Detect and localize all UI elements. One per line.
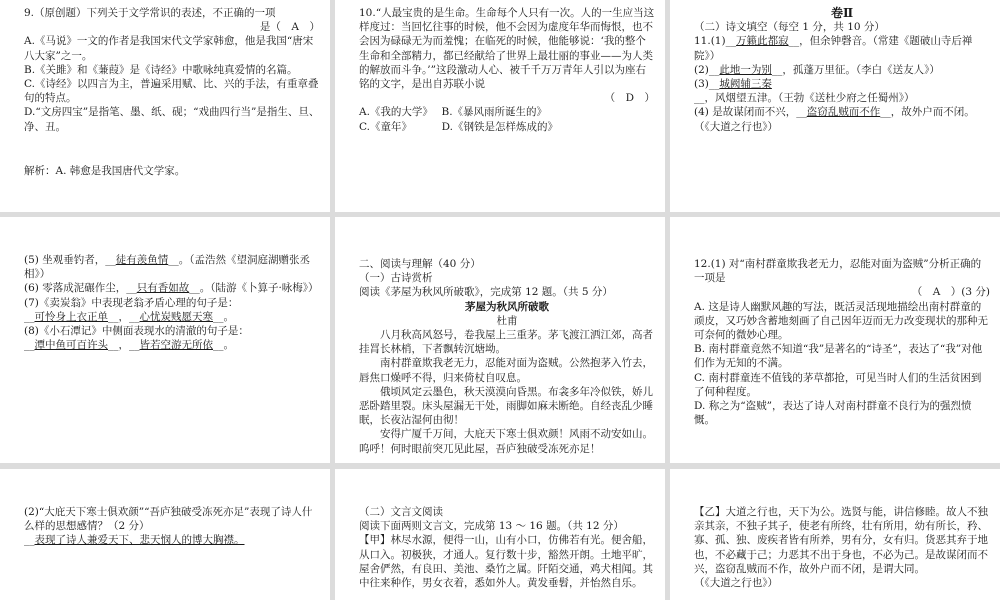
blank-suffix: __，风烟望五津。（王勃《送杜少府之任蜀州》） (694, 92, 915, 105)
fill-line-2 (694, 63, 990, 77)
fill-line-4 (694, 105, 990, 133)
fill-line-8-prompt: (8)《小石潭记》中侧面表现水的清澈的句子是： (24, 325, 249, 338)
blank-answer: 盗窃乱贼而不作 (806, 106, 881, 119)
panel-poem (335, 217, 665, 463)
q12-option-d: D. 称之为“盗贼”，表达了诗人对南村群童不良行为的强烈愤慨。 (694, 400, 972, 427)
reading-section-title: 二、阅读与理解（40 分） (359, 258, 481, 270)
blank-suffix: __，孤蓬万里征。（李白《送友人》） (771, 63, 940, 76)
poem-stanza-1: 八月秋高风怒号，卷我屋上三重茅。茅飞渡江洒江郊，高者挂罥长林梢，下者飘转沉塘坳。 (359, 329, 653, 356)
classical-text-a: 【甲】林尽水源，便得一山，山有小口，仿佛若有光。便舍船，从口入。初极狭，才通人。复行数十步，豁然开朗。土地平旷，屋舍俨然，有良田、美池、桑竹之属。阡陌交通，鸡犬相闻。其中往来种作，男女衣着，悉如外人。黄发垂髫，并怡然自乐。 (359, 534, 653, 590)
q12-option-b: B. 南村群童竟然不知道“我”是著名的“诗圣”，表达了“我”对他们作为无知的不满。 (694, 343, 983, 370)
poem-stanza-3: 俄顷风定云墨色，秋天漠漠向昏黑。布衾多年冷似铁，娇儿恶卧踏里裂。床头屋漏无干处，雨脚如麻未断绝。自经丧乱少睡眠，长夜沾湿何由彻！ (359, 385, 653, 427)
blank-prefix: __ (24, 534, 35, 547)
blank-separator: __，__ (108, 310, 140, 323)
q10-options-ab: A.《我的大学》 B.《暴风雨所诞生的》 (359, 106, 548, 119)
q12-stem: 12.(1) 对“南村群童欺我老无力，忍能对面为盗贼”分析正确的一项是 (694, 258, 982, 285)
blank-suffix: __，故外户而不闭。（《大道之行也》） (694, 106, 975, 133)
q12-option-c: C. 南村群童连不值钱的茅草都抢，可见当时人们的生活贫困到了何种程度。 (694, 371, 982, 398)
q9-option-d: D.“文房四宝”是指笔、墨、纸、砚；“戏曲四行当”是指生、旦、净、丑。 (24, 106, 320, 133)
q12-2-answer-line (24, 533, 320, 547)
poem-instruction: 阅读《茅屋为秋风所破歌》，完成第 12 题。（共 5 分） (359, 286, 613, 299)
blank-prefix: (6) 零落成泥碾作尘，__ (24, 282, 137, 295)
blank-answer: 此地一为别 (719, 63, 772, 76)
blank-answer: 可怜身上衣正单 (34, 310, 108, 323)
q12-2-stem: (2)“大庇天下寒士俱欢颜”“吾庐独破受冻死亦足”表现了诗人什么样的思想感情？（2 分） (24, 506, 313, 533)
q9-stem: 9.（原创题）下列关于文学常识的表述，不正确的一项 (24, 7, 276, 19)
fill-line-3 (694, 77, 990, 105)
blank-answer: 万籁此都寂 (736, 35, 789, 48)
blank-answer: 城阙辅三秦 (719, 78, 772, 91)
panel-question-12 (670, 217, 1000, 463)
blank-suffix: __。 (213, 339, 234, 352)
blank-suffix: __，但余钟磬音。（常建《题破山寺后禅院》） (694, 35, 973, 62)
blank-prefix: (4) 是故谋闭而不兴，__ (694, 106, 807, 119)
q9-option-c: C.《诗经》以四言为主，普遍采用赋、比、兴的手法，有重章叠句的特点。 (24, 78, 319, 105)
fill-line-7-prompt: (7)《卖炭翁》中表现老翁矛盾心理的句子是： (24, 296, 239, 309)
panel-question-10 (335, 0, 665, 212)
fill-line-5 (24, 253, 320, 281)
fill-line-1 (694, 34, 990, 62)
fill-line-6 (24, 281, 320, 295)
blank-prefix: 11.(1)__ (694, 35, 737, 48)
panel-classical-reading (335, 469, 665, 600)
q10-stem: 10.“人最宝贵的是生命。生命每个人只有一次。人的一生应当这样度过：当回忆往事的时候，他不会因为虚度年华而悔恨，也不会因为碌碌无为而羞愧；在临死的时候，他能够说：‘我的整个生命和全部精力，都已经献给了世界上最壮丽的事业——为人类的解放而斗争。’”这段激动人心、被千千万万青年人引以为座右铭的文字，是出自苏联小说 (359, 7, 655, 91)
q12-option-a: A. 这是诗人幽默风趣的写法，既活灵活现地描绘出南村群童的顽皮，又巧妙含蓄地刻画了自己因年迈而无力改变现状的那种无可奈何的微妙心理。 (694, 300, 988, 342)
q9-option-b: B.《关雎》和《蒹葭》是《诗经》中歌咏纯真爱情的名篇。 (24, 63, 298, 76)
blank-separator: __，__ (108, 339, 140, 352)
q10-options-cd: C.《童年》 D.《钢铁是怎样炼成的》 (359, 120, 558, 133)
panel-question-9 (0, 0, 330, 212)
q12-answer: （ A ）(3 分) (911, 286, 990, 299)
blank-answer: 皆若空游无所依 (139, 339, 213, 352)
blank-suffix: __。（陆游《卜算子·咏梅》） (189, 282, 319, 295)
fill-section-title: （二）诗文填空（每空 1 分，共 10 分） (694, 21, 885, 34)
blank-answer: 只有香如故 (136, 282, 190, 295)
poem-author: 杜甫 (496, 314, 518, 327)
classical-text-b: 【乙】大道之行也，天下为公。选贤与能，讲信修睦。故人不独亲其亲，不独子其子，使老有所终，壮有所用，幼有所长，矜、寡、孤、独、废疾者皆有所养，男有分，女有归。货恶其弃于地也，不必藏于己；力恶其不出于身也，不必为己。是故谋闭而不兴，盗窃乱贼而不作，故外户而不闭，是谓大同。 (694, 506, 988, 575)
blank-answer: 心忧炭贱愿天寒 (139, 310, 213, 323)
blank-answer: 表现了诗人兼爱天下、悲天悯人的博大胸襟。 (34, 534, 245, 547)
blank-answer: 徒有羡鱼情 (115, 254, 169, 266)
blank-prefix: (2)__ (694, 63, 720, 76)
poem-stanza-4: 安得广厦千万间，大庇天下寒士俱欢颜！风雨不动安如山。呜呼！何时眼前突兀见此屋，吾庐独破受冻死亦足！ (359, 428, 653, 455)
classical-instruction: 阅读下面两则文言文，完成第 13 ～ 16 题。（共 12 分） (359, 520, 624, 533)
fill-line-7: __可怜身上衣正单__，__心忧炭贱愿天寒__。 (24, 310, 234, 323)
poem-subsection: （一）古诗赏析 (359, 272, 433, 285)
blank-suffix: __。 (213, 310, 234, 323)
blank-suffix: __。（孟浩然《望洞庭湖赠张丞相》） (24, 254, 310, 281)
q9-answer: 是（ A ） (259, 21, 320, 34)
blank-prefix: (3)__ (694, 78, 720, 91)
panel-question-12-2 (0, 469, 330, 600)
q9-analysis: 解析：A. 韩愈是我国唐代文学家。 (24, 164, 186, 177)
classical-text-b-source: （《大道之行也》） (694, 577, 778, 590)
blank-answer: 潭中鱼可百许头 (34, 339, 108, 352)
blank-prefix: (5) 坐观垂钓者，__ (24, 254, 116, 266)
panel-fill-continued (0, 217, 330, 463)
q10-answer: （ D ） (604, 92, 655, 105)
poem-stanza-2: 南村群童欺我老无力，忍能对面为盗贼。公然抱茅入竹去，唇焦口燥呼不得，归来倚杖自叹息。 (359, 357, 653, 384)
poem-title: 茅屋为秋风所破歌 (465, 300, 549, 313)
q9-option-a: A.《马说》一文的作者是我国宋代文学家韩愈，他是我国“唐宋八大家”之一。 (24, 35, 314, 62)
panel-volume-2 (670, 0, 1000, 212)
classical-subsection: （二）文言文阅读 (359, 506, 443, 518)
panel-classical-text-b (670, 469, 1000, 600)
volume-heading: 卷Ⅱ (830, 6, 854, 20)
fill-line-8: __潭中鱼可百许头__，__皆若空游无所依__。 (24, 339, 234, 352)
